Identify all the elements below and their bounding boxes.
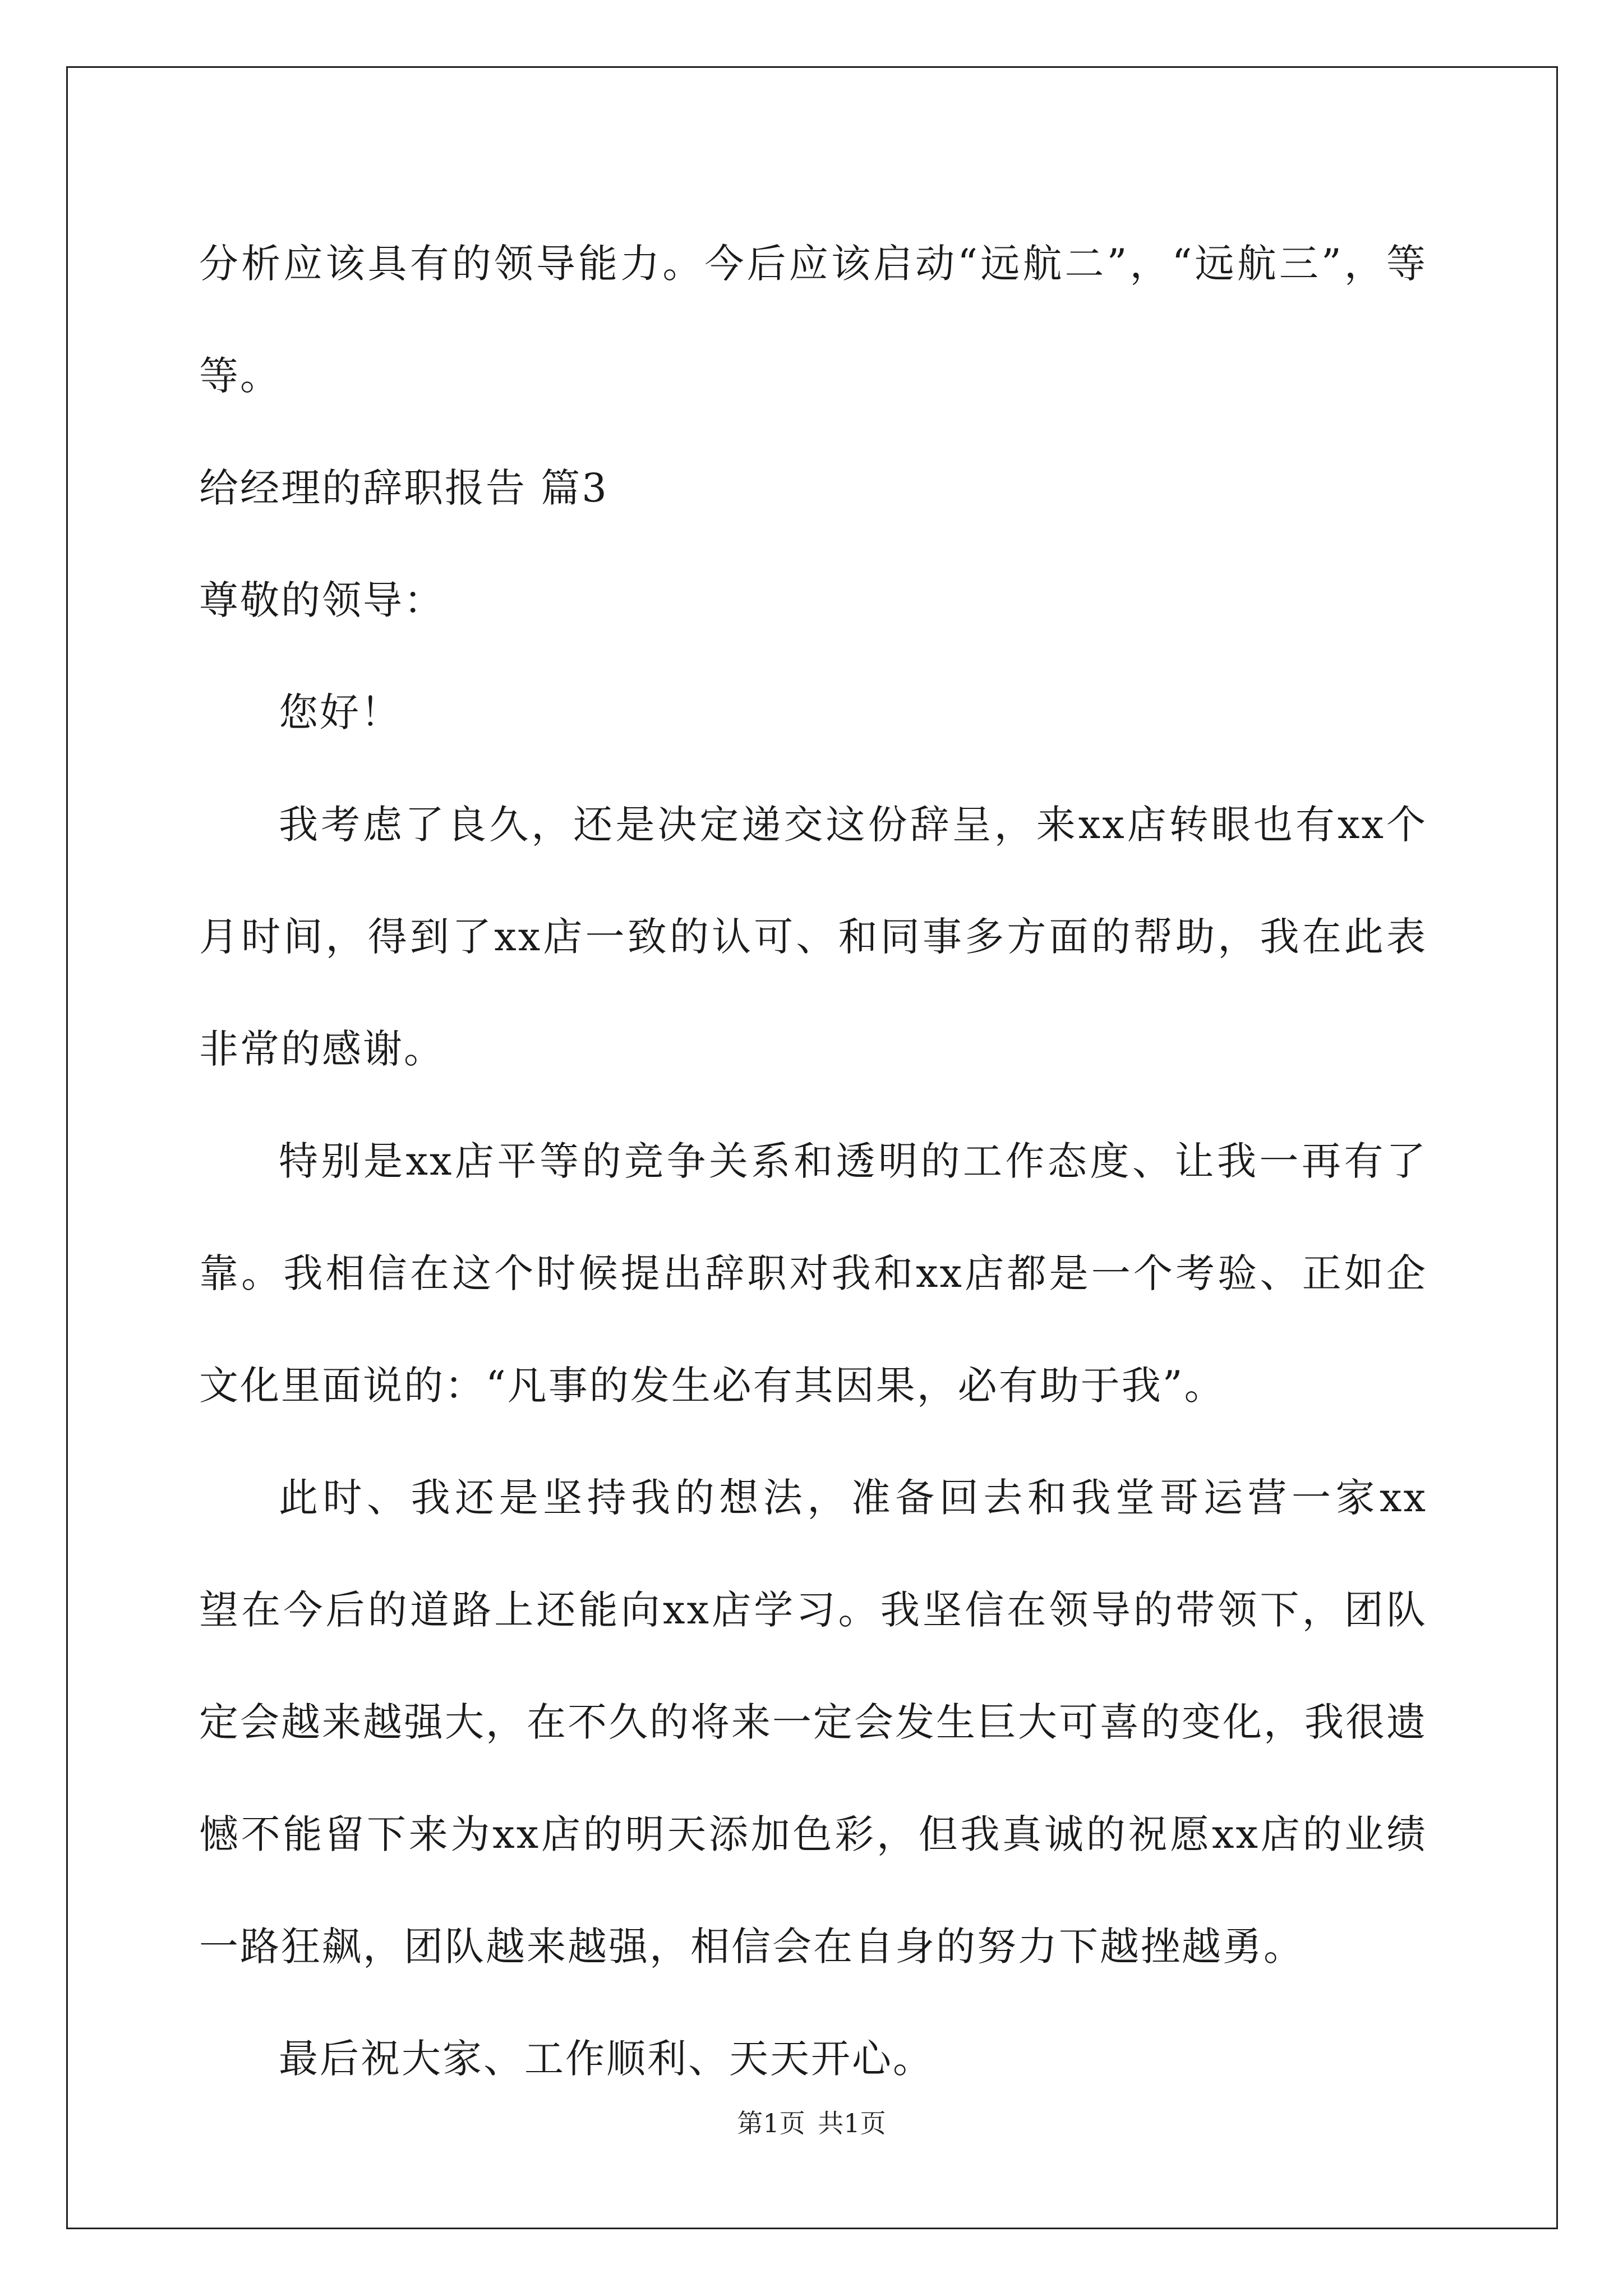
paragraph-line: 靠。我相信在这个时候提出辞职对我和xx店都是一个考验、正如企 (199, 1250, 1427, 1296)
paragraph-line: 望在今后的道路上还能向xx店学习。我坚信在领导的带领下，团队 (199, 1587, 1427, 1633)
paragraph-line: 我考虑了良久，还是决定递交这份辞呈，来xx店转眼也有xx个 (279, 802, 1427, 848)
paragraph-line: 等。 (199, 353, 281, 399)
paragraph-line: 文化里面说的：“凡事的发生必有其因果，必有助于我”。 (199, 1363, 1225, 1409)
paragraph-line: 非常的感谢。 (199, 1026, 445, 1072)
paragraph-line: 特别是xx店平等的竞争关系和透明的工作态度、让我一再有了 (279, 1138, 1427, 1184)
paragraph-line: 月时间，得到了xx店一致的认可、和同事多方面的帮助，我在此表 (199, 914, 1427, 960)
salutation: 尊敬的领导： (199, 577, 445, 623)
paragraph-line: 分析应该具有的领导能力。今后应该启动“远航二”，“远航三”，等 (199, 241, 1427, 287)
greeting: 您好！ (279, 689, 402, 735)
page-number-footer: 第1页 共1页 (737, 2108, 886, 2138)
closing-line: 最后祝大家、工作顺利、天天开心。 (279, 2036, 934, 2082)
paragraph-line: 一路狂飙，团队越来越强，相信会在自身的努力下越挫越勇。 (199, 1924, 1304, 1970)
paragraph-line: 定会越来越强大，在不久的将来一定会发生巨大可喜的变化，我很遗 (199, 1699, 1427, 1745)
document-body (199, 208, 1427, 2115)
paragraph-line: 此时、我还是坚持我的想法，准备回去和我堂哥运营一家xx (279, 1475, 1427, 1521)
paragraph-line: 憾不能留下来为xx店的明天添加色彩，但我真诚的祝愿xx店的业绩 (199, 1811, 1427, 1857)
section-heading: 给经理的辞职报告 篇3 (199, 465, 608, 511)
